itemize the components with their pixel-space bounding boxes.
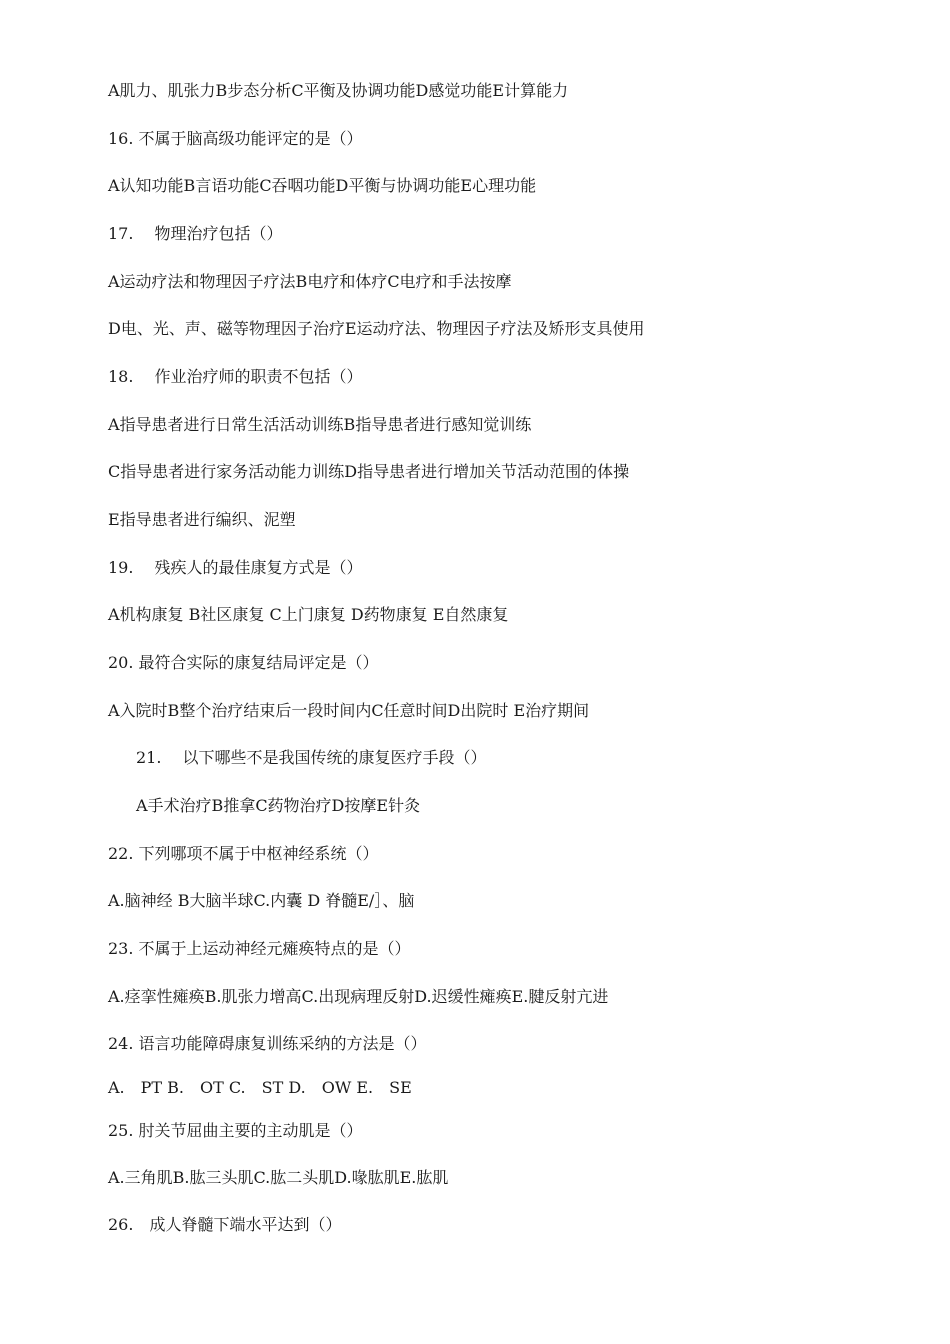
- q21-question: 21. 以下哪些不是我国传统的康复医疗手段（）: [136, 748, 487, 767]
- q24-question: 24. 语言功能障碍康复训练采纳的方法是（）: [108, 1034, 427, 1053]
- q26-question: 26. 成人脊髓下端水平达到（）: [108, 1215, 342, 1234]
- q18-options-line2: C指导患者进行家务活动能力训练D指导患者进行增加关节活动范围的体操: [108, 462, 630, 481]
- q21-options: A手术治疗B推拿C药物治疗D按摩E针灸: [136, 796, 421, 815]
- q18-options-line1: A指导患者进行日常生活活动训练B指导患者进行感知觉训练: [108, 415, 532, 434]
- q20-options: A入院时B整个治疗结束后一段时间内C任意时间D出院时 E治疗期间: [108, 701, 590, 720]
- q19-options: A机构康复 B社区康复 C上门康复 D药物康复 E自然康复: [108, 605, 509, 624]
- q22-question: 22. 下列哪项不属于中枢神经系统（）: [108, 844, 379, 863]
- q16-question: 16. 不属于脑高级功能评定的是（）: [108, 129, 363, 148]
- q18-options-line3: E指导患者进行编织、泥塑: [108, 510, 296, 529]
- q18-question: 18. 作业治疗师的职责不包括（）: [108, 367, 363, 386]
- q20-question: 20. 最符合实际的康复结局评定是（）: [108, 653, 379, 672]
- q17-question: 17. 物理治疗包括（）: [108, 224, 283, 243]
- q22-options: A.脑神经 B大脑半球C.内囊 D 脊髓E/］、脑: [108, 891, 415, 910]
- q19-question: 19. 残疾人的最佳康复方式是（）: [108, 558, 363, 577]
- q16-options: A认知功能B言语功能C吞咽功能D平衡与协调功能E心理功能: [108, 176, 537, 195]
- q15-options: A肌力、肌张力B步态分析C平衡及协调功能D感觉功能E计算能力: [108, 81, 569, 100]
- q24-options: A. PT B. OT C. ST D. OW E. SE: [108, 1078, 412, 1097]
- q25-question: 25. 肘关节屈曲主要的主动肌是（）: [108, 1121, 363, 1140]
- q17-options-line2: D电、光、声、磁等物理因子治疗E运动疗法、物理因子疗法及矫形支具使用: [108, 319, 645, 338]
- q17-options-line1: A运动疗法和物理因子疗法B电疗和体疗C电疗和手法按摩: [108, 272, 512, 291]
- q23-options: A.痉挛性瘫痪B.肌张力增高C.出现病理反射D.迟缓性瘫痪E.腱反射亢进: [108, 987, 609, 1006]
- q25-options: A.三角肌B.肱三头肌C.肱二头肌D.喙肱肌E.肱肌: [108, 1168, 449, 1187]
- q23-question: 23. 不属于上运动神经元瘫痪特点的是（）: [108, 939, 411, 958]
